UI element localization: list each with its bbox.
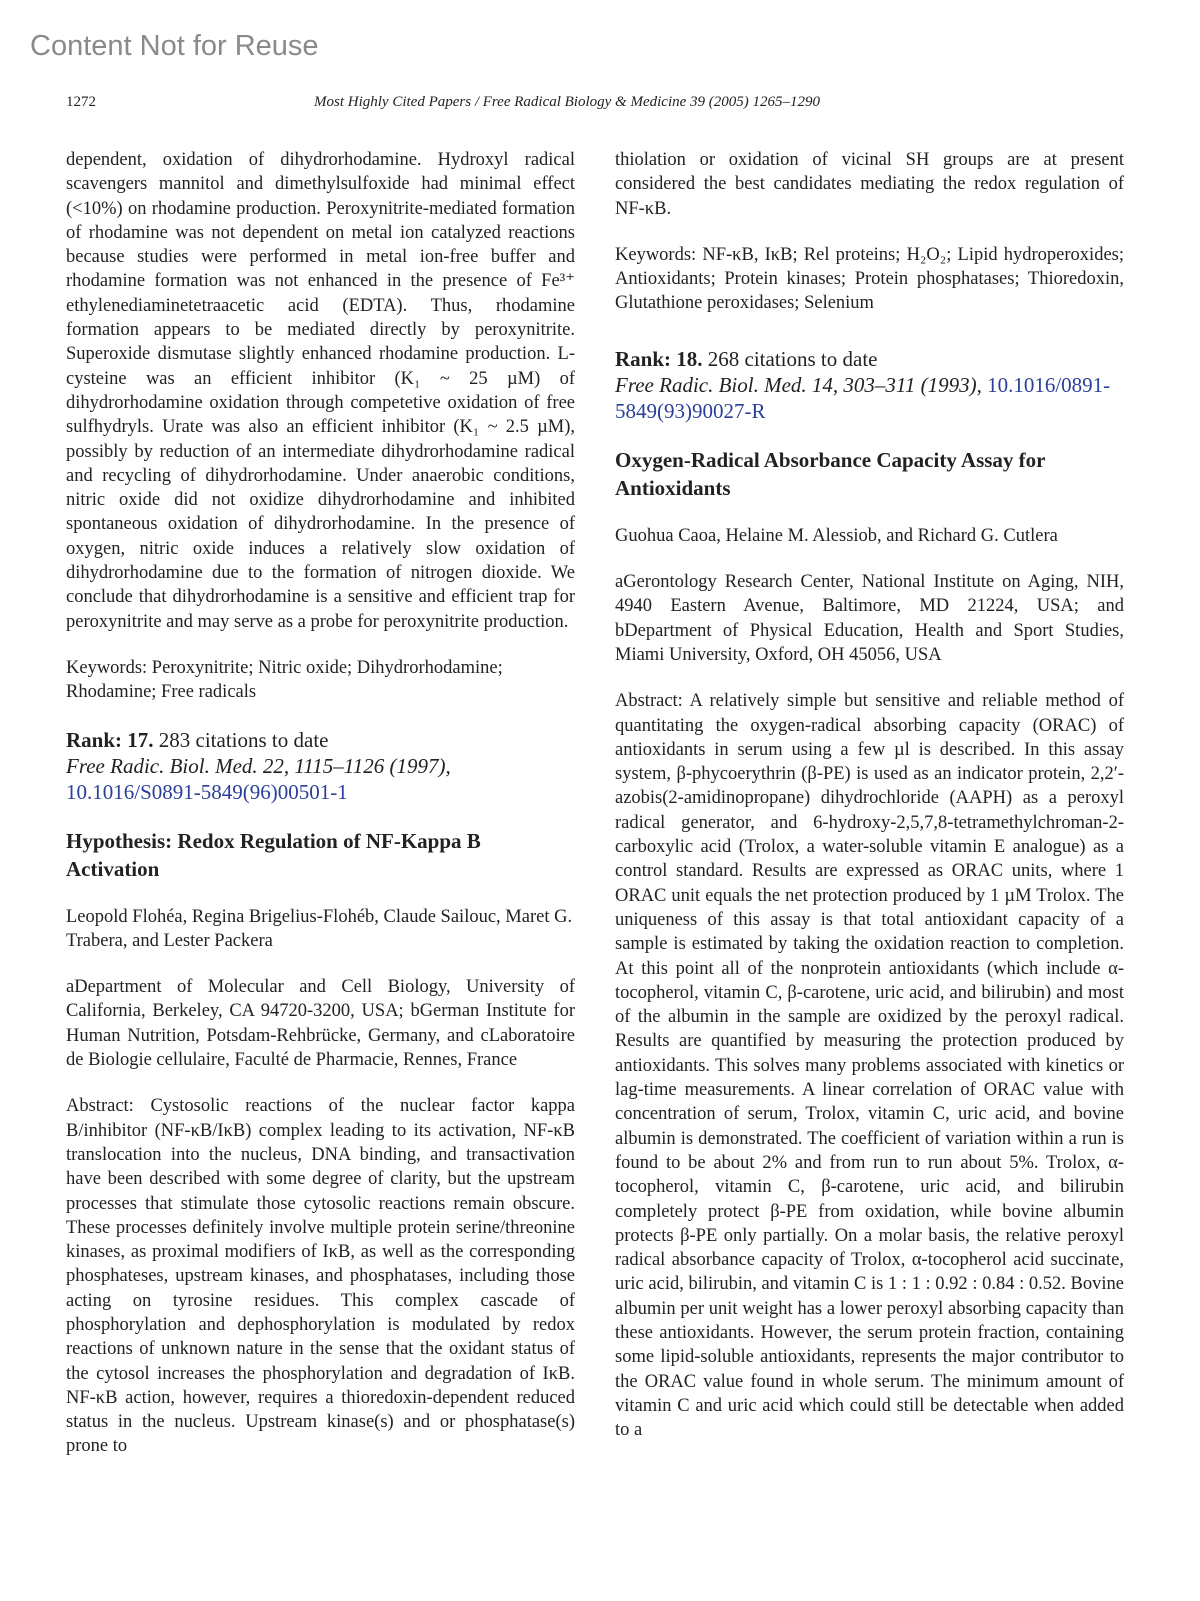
- citation: [615, 372, 1124, 424]
- paper-title: Hypothesis: Redox Regulation of NF-Kappa B Activation: [66, 828, 481, 881]
- doi-link[interactable]: 10.1016/S0891-5849(96)00501-1: [66, 779, 348, 804]
- rank-label: Rank: 18.: [615, 346, 703, 371]
- abstract: Abstract: A relatively simple but sensitive and reliable method of quantitating the oxygen-radical absorbing capacity (ORAC) of antioxidants in serum using a few µl is described. In this assay system, β-phycoerythrin (β-PE) is used as an indicator protein, 2,2′-azobis(2-amidinopropane) dihydrochloride (AAPH) as a peroxyl radical generator, and 6-hydroxy-2,5,7,8-tetramethylchroman-2-carboxylic acid (Trolox, a water-soluble vitamin E analogue) as a control standard. Results are expressed as ORAC units, where 1 ORAC unit equals the net protection produced by 1 µM Trolox. The uniqueness of this assay is that total antioxidant capacity of a sample is estimated by taking the oxidation reaction to completion. At this point all of the nonprotein antioxidants (which include α-tocopherol, vitamin C, β-carotene, uric acid, and bilirubin) and most of the albumin in the sample are oxidized by the peroxyl radical. Results are quantified by measuring the protection produced by antioxidants. This solves many problems associated with kinetics or lag-time measurements. A linear correlation of ORAC value with concentration of serum, Trolox, vitamin C, uric acid, and bovine albumin is demonstrated. The coefficient of variation within a run is found to be about 2% and from run to run about 5%. Trolox, α-tocopherol, vitamin C, β-carotene, uric acid, and bilirubin completely protect β-PE from oxidation, while bovine albumin protects β-PE only partially. On a molar basis, the relative peroxyl radical absorbance capacity of Trolox, α-tocopherol acid succinate, uric acid, bilirubin, and vitamin C is 1 : 1 : 0.92 : 0.84 : 0.52. Bovine albumin per unit weight has a lower peroxyl absorbing capacity than these antioxidants. However, the serum protein fraction, containing some lipid-soluble antioxidants, represents the major contributor to the ORAC value found in whole serum. The minimum amount of vitamin C and uric acid which could still be detectable when added to a: [615, 691, 1124, 1441]
- watermark: Content Not for Reuse: [30, 30, 319, 62]
- affiliations: aGerontology Research Center, National Institute on Aging, NIH, 4940 Eastern Avenue, Baltimore, MD 21224, USA; and bDepartment of Physical Education, Health and Sport Studies, Miami University, Oxford, OH 45056, USA: [615, 572, 1124, 665]
- continued-abstract: thiolation or oxidation of vicinal SH groups are at present considered the best candidates mediating the redox regulation of NF-κB.: [615, 150, 1124, 219]
- citation-count: 283 citations to date: [158, 727, 329, 752]
- authors: Leopold Flohéa, Regina Brigelius-Flohéb, Claude Sailouc, Maret G. Trabera, and Lester Packera: [66, 906, 573, 951]
- abstract: Abstract: Cystosolic reactions of the nuclear factor kappa B/inhibitor (NF-κB/IκB) complex leading to its activation, NF-κB translocation into the nucleus, DNA binding, and transactivation have been described with some degree of clarity, but the upstream processes that stimulate those cytosolic reactions remain obscure. These processes definitely involve multiple protein serine/threonine kinases, as proximal modifiers of IκB, as well as the corresponding phosphateses, upstream kinases, and phosphatases, including those acting on tyrosine residues. This complex cascade of phosphorylation and dephosphorylation is modulated by redox reactions of unknown nature in the sense that the oxidant status of the cytosol increases the phosphorylation and degradation of IκB. NF-κB action, however, requires a thioredoxin-dependent reduced status in the nucleus. Upstream kinase(s) and or phosphatase(s) prone to: [66, 1096, 575, 1457]
- rank-line: [66, 727, 575, 753]
- keywords: Keywords: NF-κB, IκB; Rel proteins; H₂O₂; Lipid hydroperoxides; Antioxidants; Protein kinases; Protein phosphatases; Thioredoxin, Glutathione peroxidases; Selenium: [615, 244, 1124, 314]
- citation-ref: Free Radic. Biol. Med. 14, 303–311 (1993),: [615, 372, 982, 397]
- paper-title: Oxygen-Radical Absorbance Capacity Assay for Antioxidants: [615, 447, 1046, 500]
- rank-line: [615, 346, 1124, 372]
- rank-label: Rank: 17.: [66, 727, 154, 752]
- page-number: 1272: [66, 94, 96, 110]
- citation-count: 268 citations to date: [707, 346, 878, 371]
- continued-abstract: dependent, oxidation of dihydrorhodamine. Hydroxyl radical scavengers mannitol and dimethylsulfoxide had minimal effect (<10%) on rhodamine production. Peroxynitrite-mediated formation of rhodamine was not dependent on metal ion catalyzed reactions because studies were performed in metal ion-free buffer and rhodamine formation was not enhanced in the presence of Fe³⁺ ethylenediaminetetraacetic acid (EDTA). Thus, rhodamine formation appears to be mediated directly by peroxynitrite. Superoxide dismutase slightly enhanced rhodamine production. L-cysteine was an efficient inhibitor (K₁ ~ 25 µM) of dihydrorhodamine oxidation through competetive oxidation of free sulfhydryls. Urate was also an efficient inhibitor (K₁ ~ 2.5 µM), possibly by reduction of an intermediate dihydrorhodamine radical and recycling of dihydrorhodamine. Under anaerobic conditions, nitric oxide did not oxidize dihydrorhodamine and inhibited spontaneous oxidation of dihydrorhodamine. In the presence of oxygen, nitric oxide induces a relatively slow oxidation of dihydrorhodamine due to the formation of nitrogen dioxide. We conclude that dihydrorhodamine is a sensitive and efficient trap for peroxynitrite and may serve as a probe for peroxynitrite production.: [66, 150, 575, 632]
- citation: [66, 753, 575, 805]
- right-column: [615, 148, 1124, 1442]
- left-column: [66, 148, 575, 1459]
- journal-reference: Most Highly Cited Papers / Free Radical Biology & Medicine 39 (2005) 1265–1290: [314, 94, 821, 110]
- citation-ref: Free Radic. Biol. Med. 22, 1115–1126 (1997),: [66, 753, 451, 778]
- running-header: [66, 94, 1134, 116]
- affiliations: aDepartment of Molecular and Cell Biology, University of California, Berkeley, CA 94720-3200, USA; bGerman Institute for Human Nutrition, Potsdam-Rehbrücke, Germany, and cLaboratoire de Biologie cellulaire, Faculté de Pharmacie, Rennes, France: [66, 977, 575, 1071]
- doi-link[interactable]: 10.1016/0891-5849(93)90027-R: [615, 372, 1111, 423]
- keywords: Keywords: Peroxynitrite; Nitric oxide; Dihydrorhodamine; Rhodamine; Free radicals: [66, 657, 503, 703]
- authors: Guohua Caoa, Helaine M. Alessiob, and Richard G. Cutlera: [615, 525, 1058, 546]
